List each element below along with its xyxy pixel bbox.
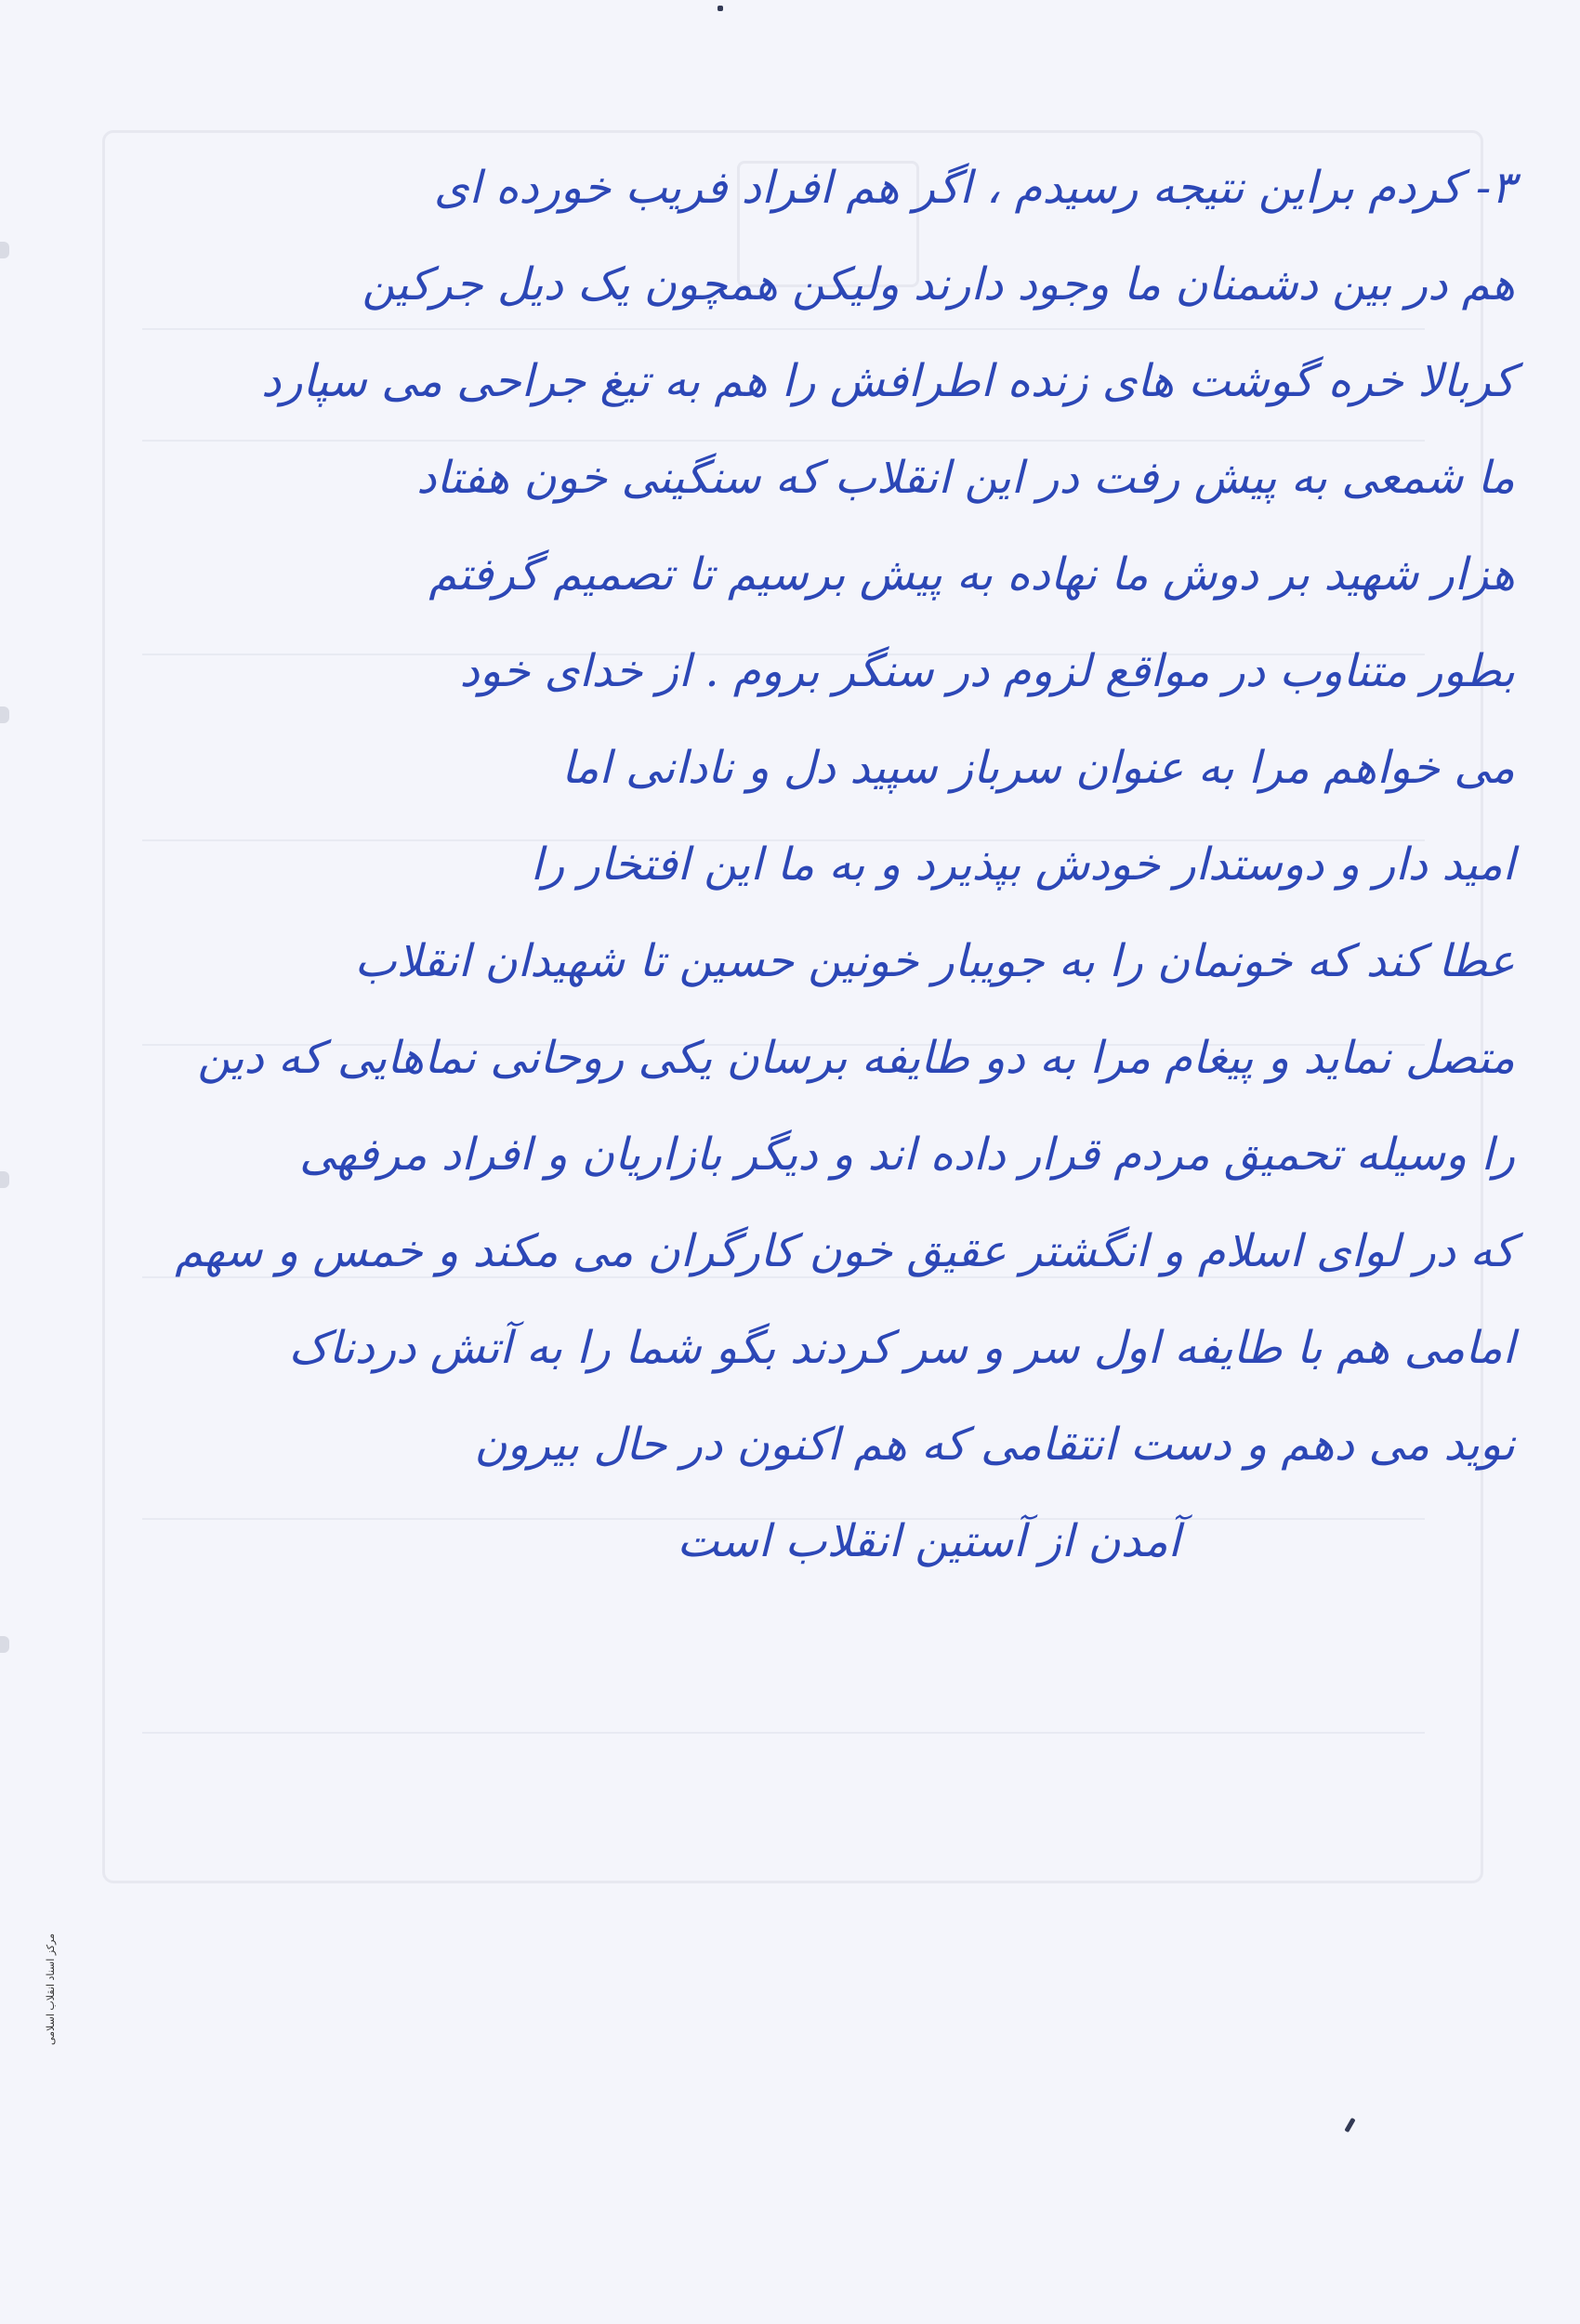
ink-speck	[718, 6, 723, 11]
handwritten-letter	[65, 139, 1515, 1590]
letter-line: که در لوای اسلام و انگشتر عقیق خون کارگران می مکند و خمس و سهم	[175, 1225, 1515, 1277]
letter-line: عطا کند که خونمان را به جویبار خونین حسین تا شهیدان انقلاب	[354, 935, 1515, 987]
binding-hole	[0, 242, 9, 258]
letter-line: ۳- کردم براین نتیجه رسیدم ، اگر هم افراد فریب خورده ای	[433, 162, 1515, 214]
archive-margin-stamp	[37, 1878, 61, 2045]
letter-line: می خواهم مرا به عنوان سرباز سپید دل و نادانی اما	[561, 742, 1515, 794]
letter-line: بطور متناوب در مواقع لزوم در سنگر بروم . از خدای خود	[459, 645, 1515, 697]
letter-line: متصل نماید و پیغام مرا به دو طایفه برسان یکی روحانی نماهایی که دین	[197, 1032, 1515, 1084]
letter-line-final: آمدن از آستین انقلاب است	[677, 1515, 1180, 1567]
letter-line: ما شمعی به پیش رفت در این انقلاب که سنگینی خون هفتاد	[416, 452, 1515, 504]
binding-hole	[0, 1171, 9, 1188]
archive-stamp-text: مرکز اسناد انقلاب اسلامی	[45, 1933, 57, 2045]
letter-line: نوید می دهم و دست انتقامی که هم اکنون در حال بیرون	[474, 1419, 1515, 1471]
letter-line: امید دار و دوستدار خودش بپذیرد و به ما این افتخار را	[530, 838, 1515, 891]
ink-speck	[1344, 2118, 1355, 2133]
letter-line: کربالا خره گوشت های زنده اطرافش را هم به تیغ جراحی می سپارد	[260, 355, 1515, 407]
binding-hole	[0, 706, 9, 723]
letter-line: هزار شهید بر دوش ما نهاده به پیش برسیم تا تصمیم گرفتم	[428, 548, 1515, 601]
letter-line: را وسیله تحمیق مردم قرار داده اند و دیگر بازاریان و افراد مرفهی	[299, 1129, 1515, 1181]
binding-hole	[0, 1636, 9, 1653]
letter-line: هم در بین دشمنان ما وجود دارند ولیکن همچون یک دیل جرکین	[362, 258, 1515, 310]
letter-line: امامی هم با طایفه اول سر و سر کردند بگو شما را به آتش دردناک	[288, 1322, 1515, 1374]
